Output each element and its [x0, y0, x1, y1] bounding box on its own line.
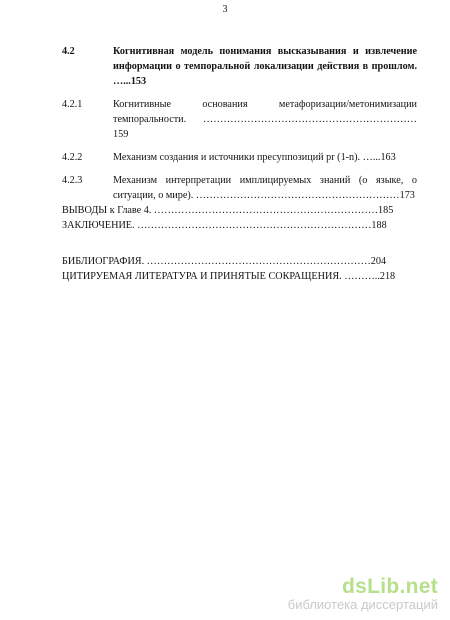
toc-entry-conclusions-chapter-4: [62, 203, 417, 218]
toc-entry-text: Механизм создания и источники пресуппозиций pr (1-n). …...163: [113, 152, 396, 163]
toc-entry-text: ЗАКЛЮЧЕНИЕ. ……………………………………………………………188: [62, 220, 387, 231]
toc-entry-bibliography: [62, 254, 417, 269]
toc-entry-4-2-1: [62, 97, 417, 142]
toc-entry-number: 4.2.2: [62, 152, 83, 163]
toc-entry-number: 4.2: [62, 46, 75, 57]
toc-entry-4-2: [62, 44, 417, 89]
watermark-subtitle: библиотека диссертаций: [287, 597, 438, 612]
toc-entry-text: Когнитивные основания метафоризации/метонимизации темпоральности. ………………………………………………………159: [113, 99, 417, 140]
watermark-logo: dsLib.net: [341, 575, 438, 598]
toc-entry-text: Механизм интерпретации имплицируемых знаний (о языке, о ситуации, о мире). ……………………………………………………173: [113, 175, 417, 201]
toc-entry-number: 4.2.1: [62, 99, 83, 110]
toc-entry-text: БИБЛИОГРАФИЯ. …………………………………………………………204: [62, 256, 387, 267]
toc-entry-text: Когнитивная модель понимания высказывания и извлечение информации о темпоральной локализации действия в прошлом. …...153: [113, 46, 417, 87]
toc-entry-4-2-2: [62, 150, 417, 165]
toc-entry-number: 4.2.3: [62, 175, 83, 186]
toc-entry-4-2-3: [62, 173, 417, 203]
toc-entry-conclusion: [62, 218, 417, 233]
watermark: [288, 575, 438, 612]
page-number: 3: [222, 4, 228, 15]
toc-entry-text: ЦИТИРУЕМАЯ ЛИТЕРАТУРА И ПРИНЯТЫЕ СОКРАЩЕНИЯ. ………..218: [62, 271, 396, 282]
toc-entry-cited-literature: [62, 269, 417, 284]
toc-entry-text: ВЫВОДЫ к Главе 4. …………………………………………………………185: [62, 205, 394, 216]
table-of-contents: [62, 44, 417, 284]
